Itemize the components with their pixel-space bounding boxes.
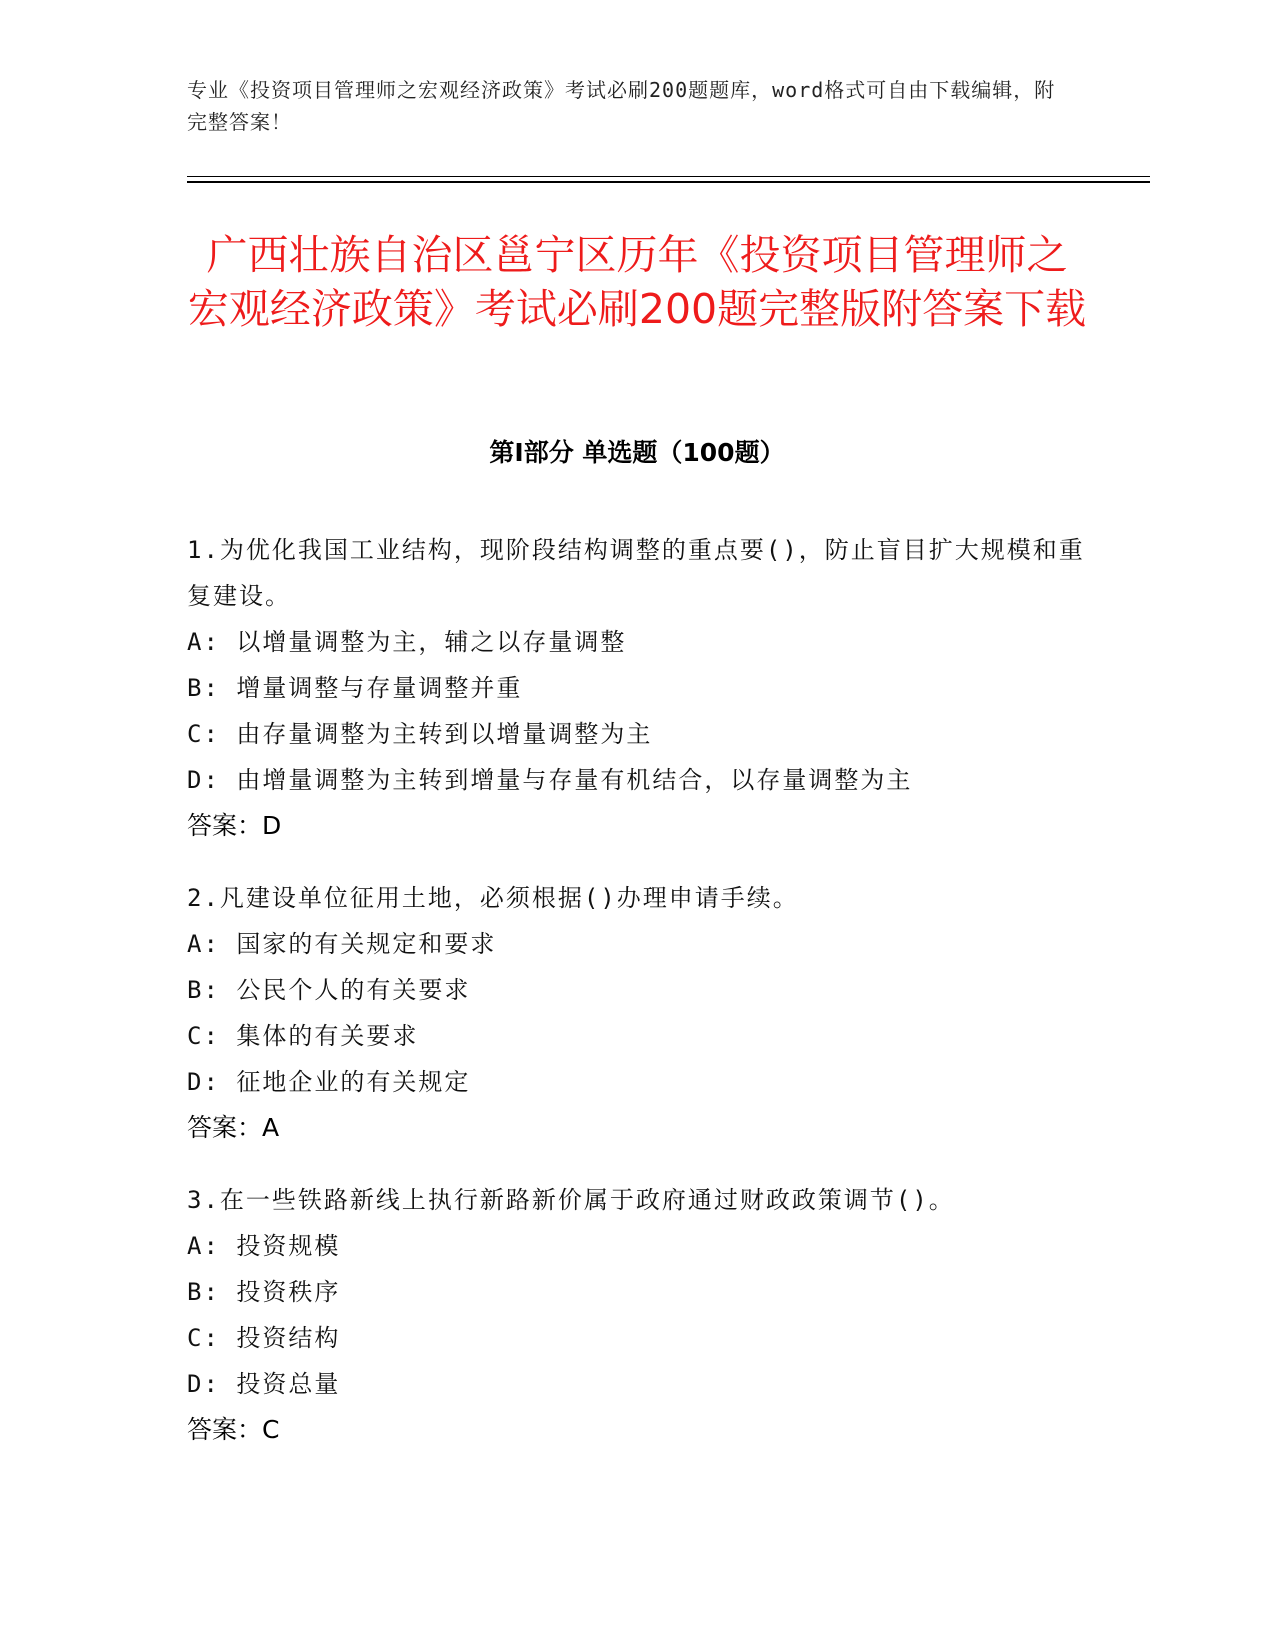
- question-stem: 3.在一些铁路新线上执行新路新价属于政府通过财政政策调节()。: [187, 1186, 955, 1214]
- question-stem: 2.凡建设单位征用土地，必须根据()办理申请手续。: [187, 884, 799, 912]
- question-1: [187, 527, 1087, 849]
- option-c: C: 投资结构: [187, 1324, 341, 1352]
- header-divider-thin: [187, 176, 1150, 177]
- option-d: D: 投资总量: [187, 1370, 341, 1398]
- header-divider-thick: [187, 181, 1150, 183]
- option-b: B: 投资秩序: [187, 1278, 341, 1306]
- option-d: D: 征地企业的有关规定: [187, 1068, 471, 1096]
- document-title: 广西壮族自治区邕宁区历年《投资项目管理师之宏观经济政策》考试必刷200题完整版附答案下载: [187, 231, 1087, 333]
- option-a: A: 投资规模: [187, 1232, 341, 1260]
- question-stem: 1.为优化我国工业结构，现阶段结构调整的重点要()，防止盲目扩大规模和重复建设。: [187, 536, 1085, 610]
- option-c: C: 由存量调整为主转到以增量调整为主: [187, 720, 653, 748]
- answer: 答案：A: [187, 1113, 280, 1142]
- answer: 答案：C: [187, 1415, 280, 1444]
- header-note: 专业《投资项目管理师之宏观经济政策》考试必刷200题题库，word格式可自由下载编辑，附完整答案！: [187, 78, 1056, 134]
- option-b: B: 增量调整与存量调整并重: [187, 674, 523, 702]
- section-heading: 第I部分 单选题（100题）: [489, 438, 785, 467]
- answer: 答案：D: [187, 811, 282, 840]
- option-a: A: 以增量调整为主，辅之以存量调整: [187, 628, 627, 656]
- option-d: D: 由增量调整为主转到增量与存量有机结合，以存量调整为主: [187, 766, 913, 794]
- question-2: [187, 875, 1087, 1151]
- question-3: [187, 1177, 1087, 1453]
- option-b: B: 公民个人的有关要求: [187, 976, 471, 1004]
- option-c: C: 集体的有关要求: [187, 1022, 419, 1050]
- question-list: [187, 527, 1087, 1479]
- option-a: A: 国家的有关规定和要求: [187, 930, 497, 958]
